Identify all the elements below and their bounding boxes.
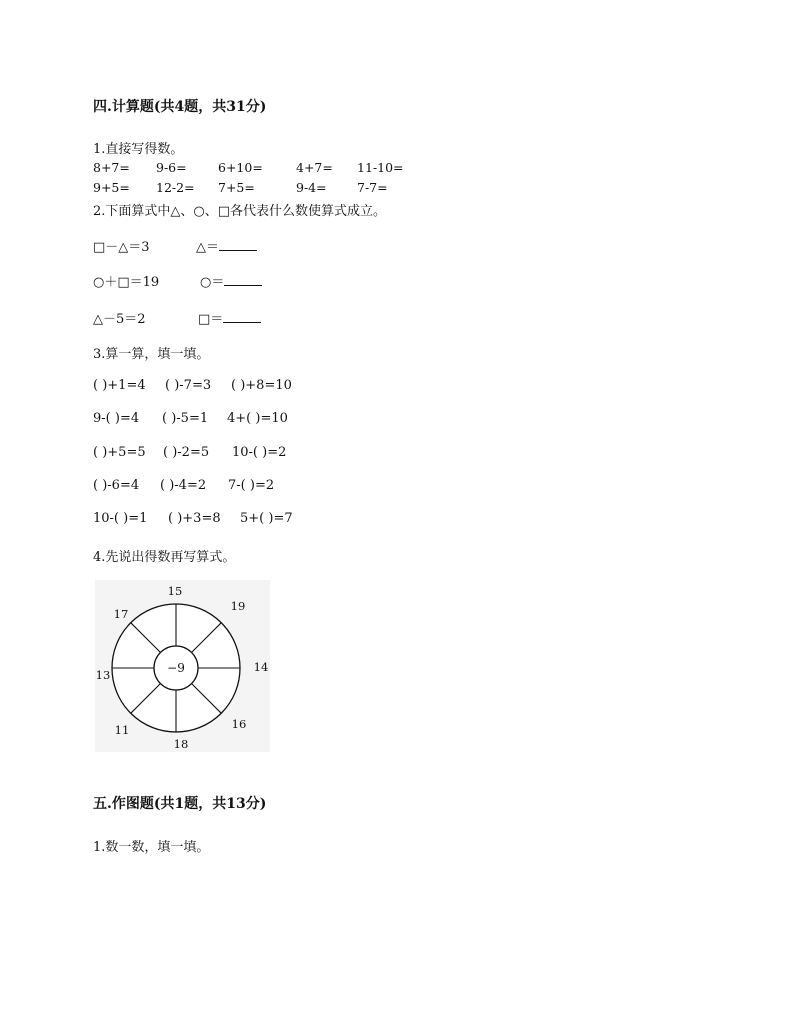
- answer-blank[interactable]: [224, 273, 262, 286]
- calc-item: 11-10=: [357, 160, 404, 175]
- equation-3: △－5＝2: [93, 312, 146, 327]
- answer-3: □＝: [198, 308, 261, 327]
- number-wheel-diagram: [95, 580, 270, 752]
- fill-item: 10-( )=1: [93, 511, 148, 526]
- fill-item: ( )-6=4: [93, 478, 140, 493]
- fill-item: ( )-5=1: [162, 411, 209, 426]
- outer-number: 13: [95, 668, 111, 682]
- outer-number: 17: [113, 607, 129, 621]
- calc-item: 7-7=: [357, 180, 388, 195]
- fill-item: 4+( )=10: [227, 411, 288, 426]
- question-3-label: 3.算一算，填一填。: [93, 347, 210, 362]
- calc-item: 6+10=: [218, 160, 263, 175]
- answer-1: △＝: [196, 236, 257, 255]
- calc-item: 9-4=: [296, 180, 327, 195]
- fill-item: ( )+5=5: [93, 445, 146, 460]
- equation-2: ○＋□＝19: [93, 275, 160, 290]
- fill-item: 7-( )=2: [228, 478, 275, 493]
- fill-item: 9-( )=4: [93, 411, 140, 426]
- outer-number: 16: [231, 717, 247, 731]
- section-5-question-1-label: 1.数一数，填一填。: [93, 840, 210, 855]
- fill-item: ( )+1=4: [93, 378, 146, 393]
- outer-number: 15: [167, 584, 183, 598]
- center-operation: −9: [167, 661, 185, 675]
- fill-item: ( )-7=3: [165, 378, 212, 393]
- question-2-label: 2.下面算式中△、○、□各代表什么数使算式成立。: [93, 204, 387, 219]
- fill-item: ( )-4=2: [160, 478, 207, 493]
- fill-item: 5+( )=7: [240, 511, 293, 526]
- fill-item: ( )-2=5: [163, 445, 210, 460]
- outer-number: 11: [114, 723, 130, 737]
- answer-blank[interactable]: [219, 238, 257, 251]
- question-1-label: 1.直接写得数。: [93, 142, 184, 157]
- section-5-title: 五.作图题(共1题，共13分): [93, 796, 267, 812]
- equation-1: □－△＝3: [93, 240, 150, 255]
- outer-number: 19: [230, 599, 246, 613]
- fill-item: ( )+8=10: [231, 378, 292, 393]
- question-4-label: 4.先说出得数再写算式。: [93, 550, 236, 565]
- fill-item: ( )+3=8: [168, 511, 221, 526]
- outer-number: 18: [173, 737, 189, 751]
- outer-number: 14: [253, 660, 269, 674]
- answer-2: ○＝: [200, 271, 262, 290]
- calc-item: 9-6=: [156, 160, 187, 175]
- calc-item: 9+5=: [93, 180, 130, 195]
- calc-item: 7+5=: [218, 180, 255, 195]
- answer-blank[interactable]: [223, 310, 261, 323]
- fill-item: 10-( )=2: [232, 445, 287, 460]
- calc-item: 8+7=: [93, 160, 130, 175]
- calc-item: 4+7=: [296, 160, 333, 175]
- section-4-title: 四.计算题(共4题，共31分): [93, 99, 267, 115]
- calc-item: 12-2=: [156, 180, 195, 195]
